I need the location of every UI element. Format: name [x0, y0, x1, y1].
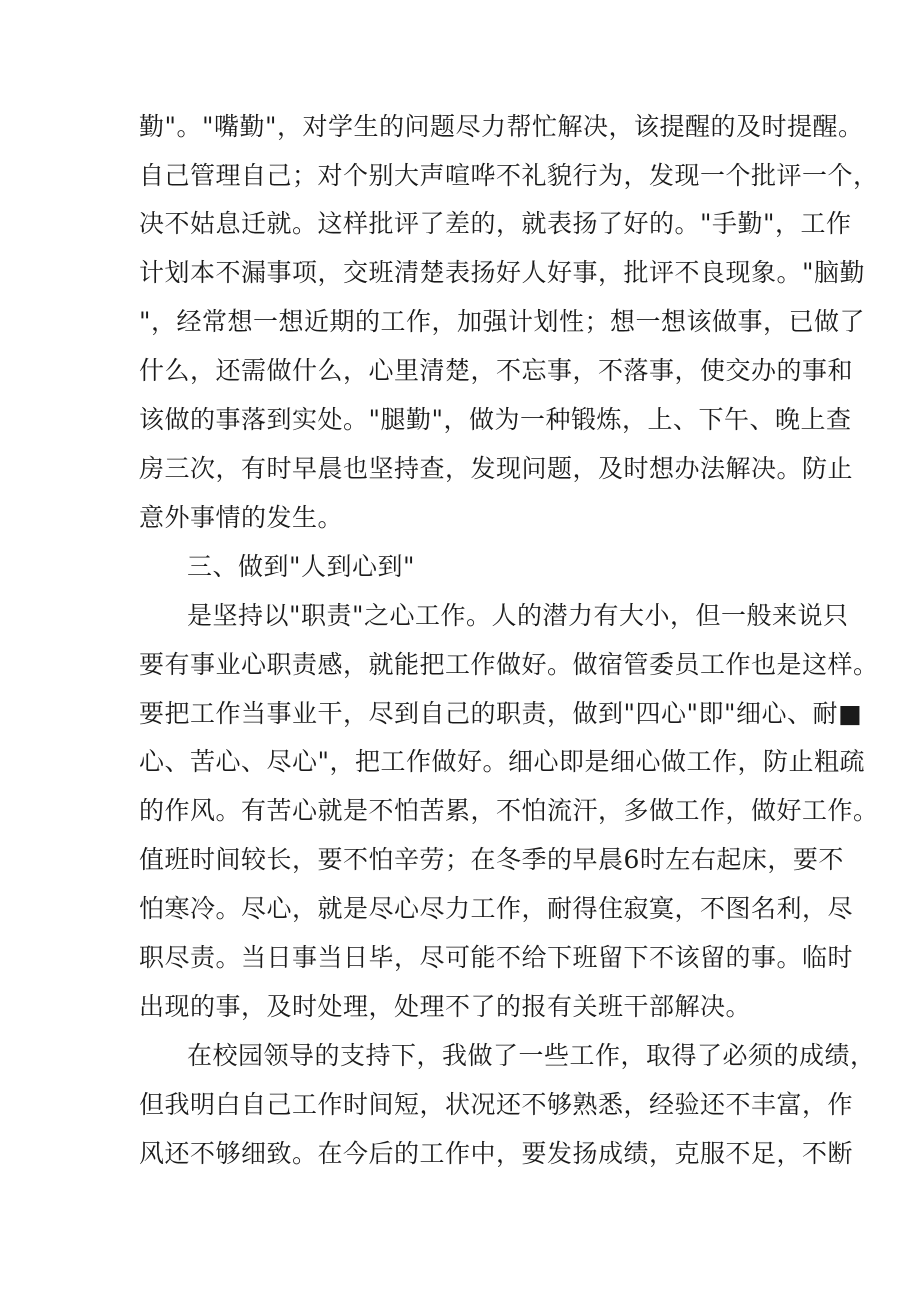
paragraph-line: 的作风。有苦心就是不怕苦累，不怕流汗，多做工作，做好工作。: [139, 796, 879, 825]
paragraph-line: 风还不够细致。在今后的工作中，要发扬成绩，克服不足，不断: [139, 1139, 854, 1168]
paragraph-line: "，经常想一想近期的工作，加强计划性；想一想该做事，已做了: [139, 307, 866, 336]
paragraph-line: 出现的事，及时处理，处理不了的报有关班干部解决。: [139, 992, 752, 1021]
paragraph-line: 意外事情的发生。: [139, 503, 344, 532]
paragraph-line: 要有事业心职责感，就能把工作做好。做宿管委员工作也是这样。: [139, 650, 879, 679]
paragraph-line: 房三次，有时早晨也坚持查，发现问题，及时想办法解决。防止: [139, 454, 854, 483]
paragraph-line: 是坚持以"职责"之心工作。人的潜力有大小，但一般来说只: [187, 601, 849, 630]
paragraph-line: 怕寒冷。尽心，就是尽心尽力工作，耐得住寂寞，不图名利，尽: [139, 894, 854, 923]
paragraph-line: 要把工作当事业干，尽到自己的职责，做到"四心"即"细心、耐■: [139, 699, 863, 728]
paragraph-line: 勤"。"嘴勤"，对学生的问题尽力帮忙解决，该提醒的及时提醒。: [139, 112, 864, 141]
paragraph-line: 职尽责。当日事当日毕，尽可能不给下班留下不该留的事。临时: [139, 943, 854, 972]
paragraph-line: 值班时间较长，要不怕辛劳；在冬季的早晨6时左右起床，要不: [139, 845, 844, 874]
paragraph-line: 该做的事落到实处。"腿勤"，做为一种锻炼，上、下午、晚上查: [139, 405, 852, 434]
paragraph-line: 自己管理自己；对个别大声喧哗不礼貌行为，发现一个批评一个，: [139, 161, 879, 190]
paragraph-line: 计划本不漏事项，交班清楚表扬好人好事，批评不良现象。"脑勤: [139, 258, 866, 287]
paragraph-line: 决不姑息迁就。这样批评了差的，就表扬了好的。"手勤"，工作: [139, 209, 852, 238]
paragraph-line: 心、苦心、尽心"，把工作做好。细心即是细心做工作，防止粗疏: [139, 747, 866, 776]
section-heading: 三、做到"人到心到": [187, 552, 415, 581]
paragraph-line: 但我明白自己工作时间短，状况还不够熟悉，经验还不丰富，作: [139, 1090, 854, 1119]
paragraph-line: 什么，还需做什么，心里清楚，不忘事，不落事，使交办的事和: [139, 356, 854, 385]
paragraph-line: 在校园领导的支持下，我做了一些工作，取得了必须的成绩，: [187, 1041, 876, 1070]
